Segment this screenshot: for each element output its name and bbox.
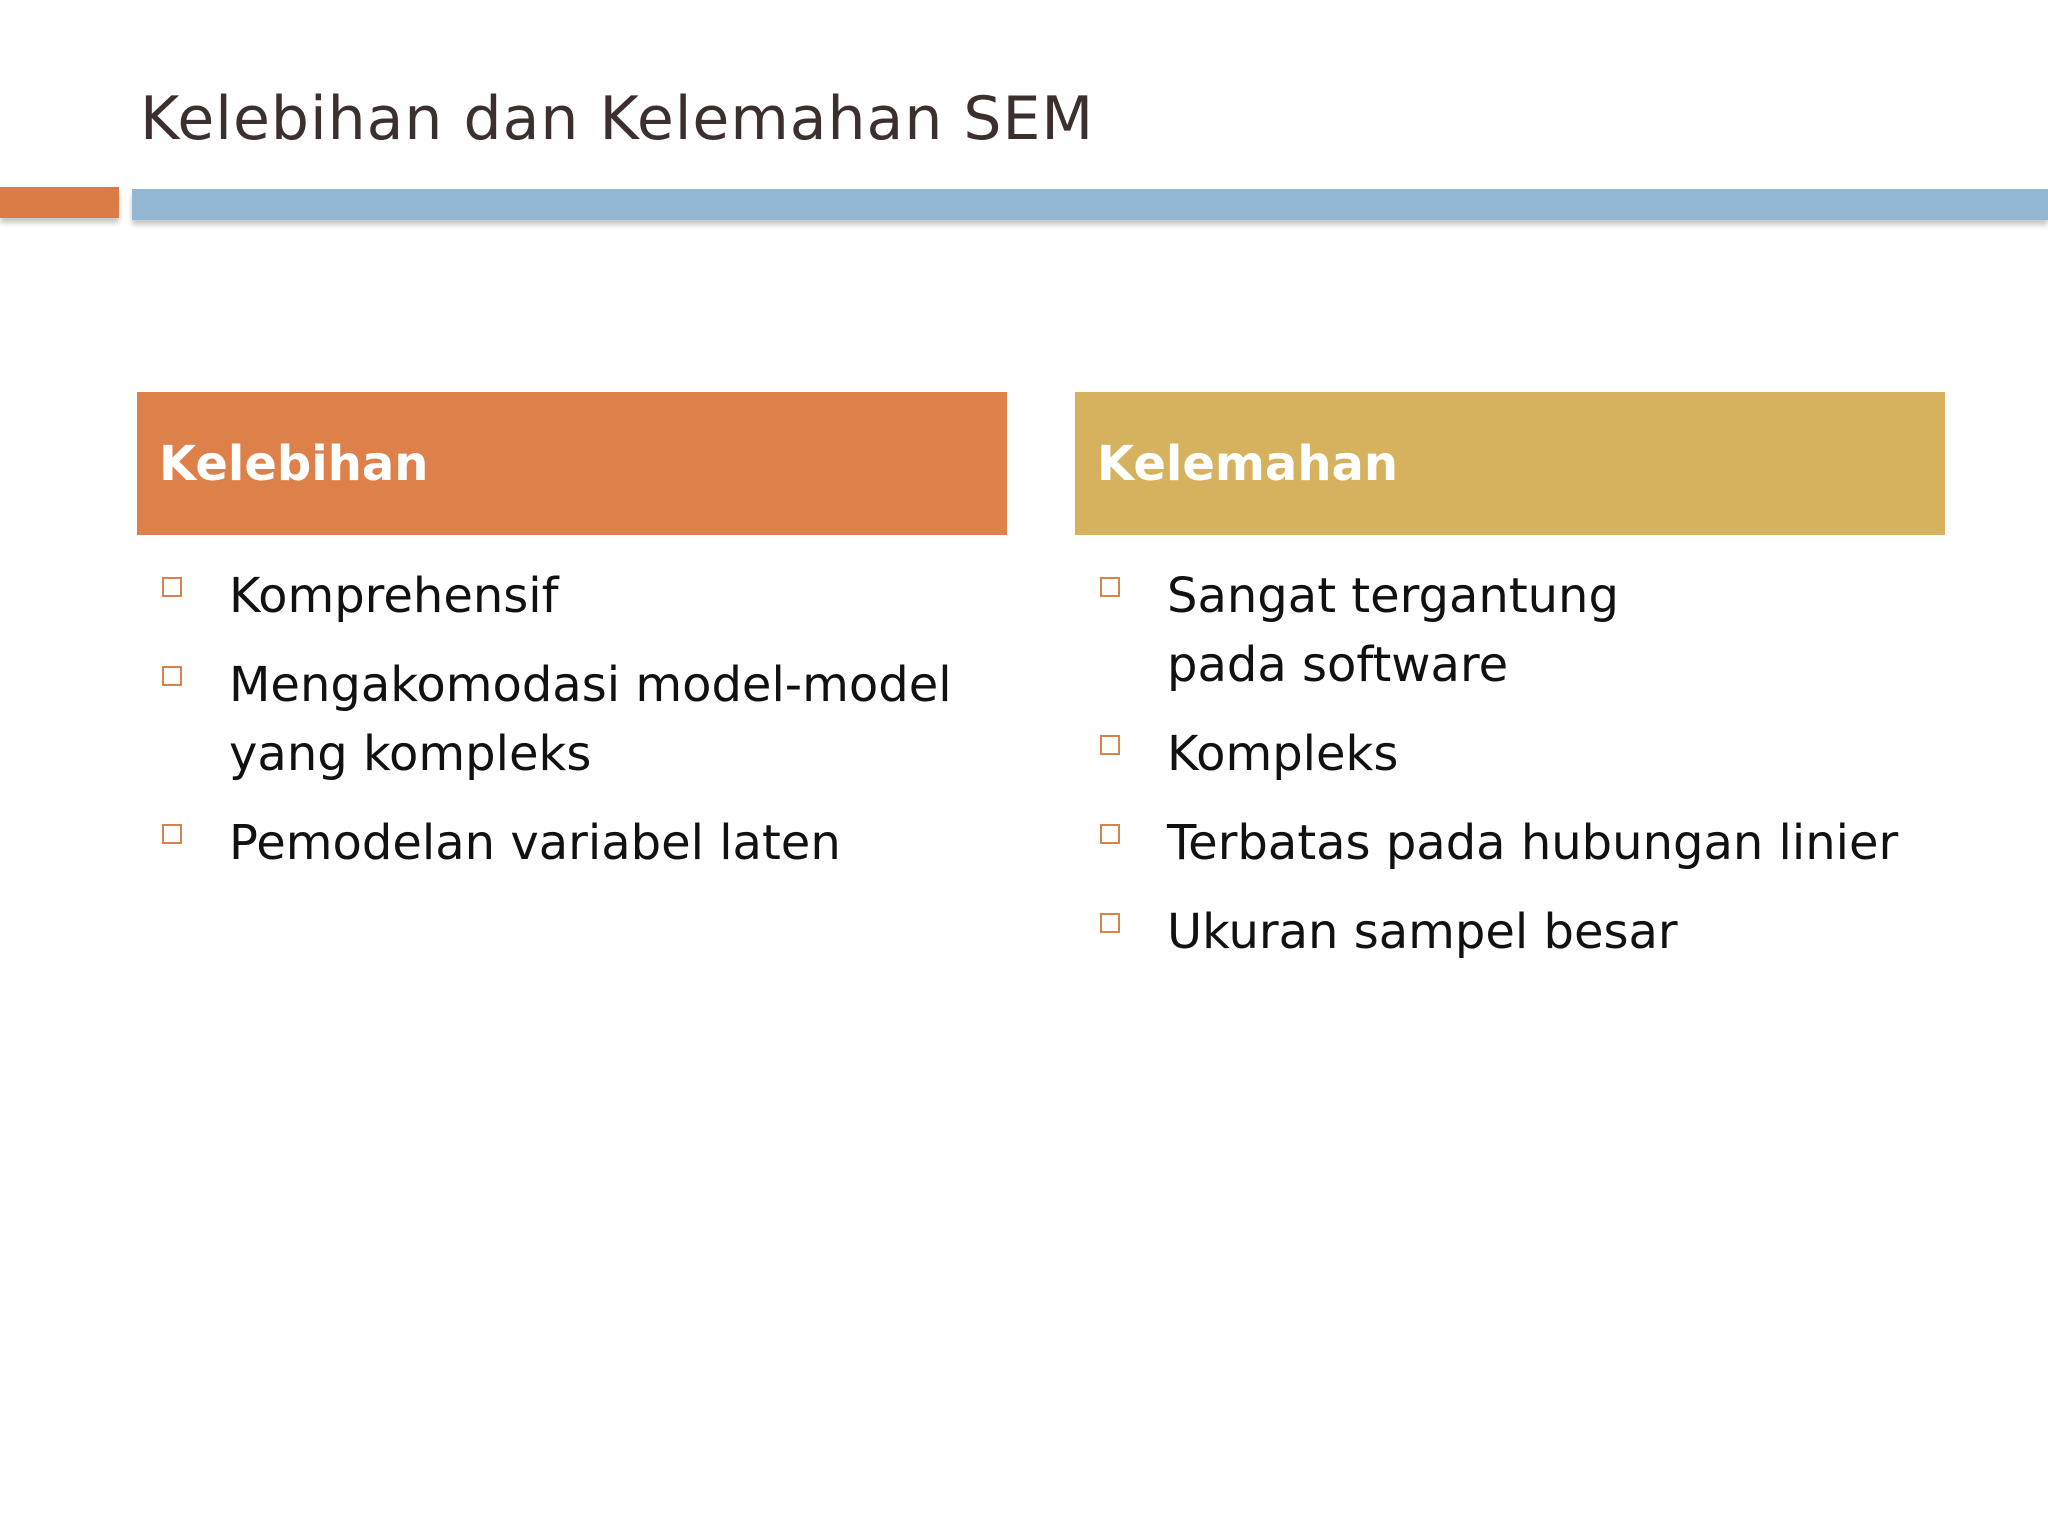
square-bullet-icon: [162, 577, 182, 597]
kelebihan-header-label: Kelebihan: [159, 435, 429, 492]
list-item-text: Mengakomodasi model-model yang kompleks: [229, 657, 952, 782]
square-bullet-icon: [1100, 577, 1120, 597]
list-item: [1098, 720, 2018, 789]
kelebihan-header: [137, 392, 1007, 535]
accent-bar-orange: [0, 187, 119, 218]
list-item: [1098, 809, 2018, 878]
kelebihan-list: [160, 562, 1020, 898]
square-bullet-icon: [1100, 735, 1120, 755]
list-item-text: Sangat tergantung pada software: [1167, 568, 1619, 693]
list-item: [160, 651, 989, 789]
list-item-text: Kompleks: [1167, 726, 1399, 782]
kelemahan-header-label: Kelemahan: [1097, 435, 1399, 492]
list-item: [1098, 898, 2018, 967]
square-bullet-icon: [162, 666, 182, 686]
kelemahan-list: [1098, 562, 2018, 987]
list-item: [160, 809, 1020, 878]
list-item: [160, 562, 1020, 631]
list-item-text: Komprehensif: [229, 568, 559, 624]
kelemahan-header: [1075, 392, 1945, 535]
slide-title: Kelebihan dan Kelemahan SEM: [140, 84, 1095, 154]
list-item-text: Ukuran sampel besar: [1167, 904, 1678, 960]
list-item-text: Pemodelan variabel laten: [229, 815, 841, 871]
square-bullet-icon: [1100, 913, 1120, 933]
square-bullet-icon: [162, 824, 182, 844]
list-item: [1098, 562, 1747, 700]
accent-bar-blue: [132, 189, 2048, 220]
list-item-text: Terbatas pada hubungan linier: [1167, 815, 1899, 871]
square-bullet-icon: [1100, 824, 1120, 844]
